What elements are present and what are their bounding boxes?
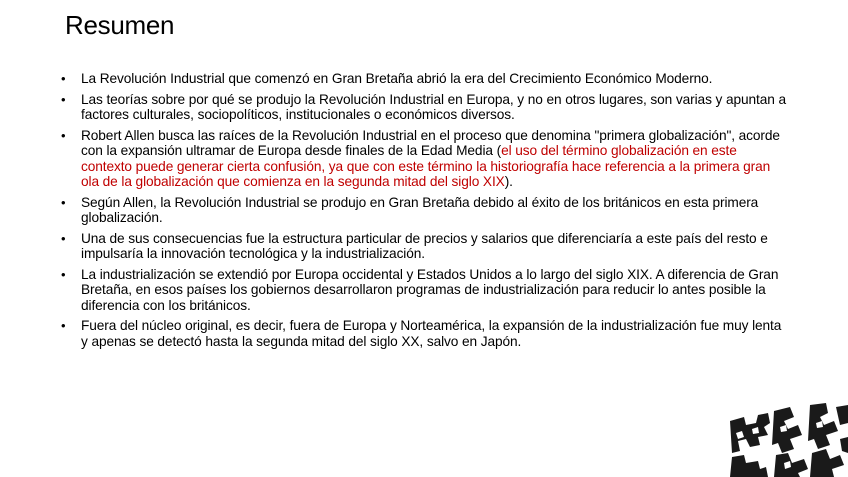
bullet-item-7 <box>60 318 790 349</box>
bullet-item-1 <box>60 71 790 87</box>
bullet-marker: • <box>61 266 66 282</box>
bullet-list <box>60 71 790 354</box>
bullet-item-3 <box>60 128 790 190</box>
bullet-item-2 <box>60 92 790 123</box>
bullet-text: La Revolución Industrial que comenzó en Gran Bretaña abrió la era del Crecimiento Económico Moderno. <box>81 71 713 86</box>
bullet-marker: • <box>61 230 66 246</box>
bullet-text: La industrialización se extendió por Europa occidental y Estados Unidos a lo largo del siglo XIX. A diferencia de Gran Bretaña, en esos países los gobiernos desarrollaron programas de industrialización para reducir lo antes posible la diferencia con los británicos. <box>81 266 779 313</box>
bullet-item-4 <box>60 195 790 226</box>
bullet-marker: • <box>61 71 66 86</box>
bullet-marker: • <box>61 318 66 333</box>
bullet-item-5 <box>60 231 790 262</box>
bullet-text-end: ). <box>504 174 513 189</box>
bullet-text: Robert Allen busca las raíces de la Revolución Industrial en el proceso que denomina "primera globalización", acorde con la expansión ultramar de Europa desde finales de la Edad Media ( <box>81 127 780 158</box>
university-logo-icon <box>728 403 848 477</box>
bullet-text: Las teorías sobre por qué se produjo la Revolución Industrial en Europa, y no en otros lugares, son varias y apuntan a factores culturales, sociopolíticos, institucionales o económicos diversos. <box>81 91 786 122</box>
bullet-marker: • <box>61 127 66 143</box>
bullet-text: Una de sus consecuencias fue la estructura particular de precios y salarios que diferenciaría a este país del resto e impulsaría la innovación tecnológica y la industrialización. <box>81 230 768 261</box>
bullet-text: Fuera del núcleo original, es decir, fuera de Europa y Norteamérica, la expansión de la industrialización fue muy lenta y apenas se detectó hasta la segunda mitad del siglo XX, salvo en Japón. <box>81 318 782 349</box>
bullet-marker: • <box>61 91 66 107</box>
slide-title: Resumen <box>65 10 175 40</box>
bullet-marker: • <box>61 194 66 210</box>
highlighted-note: el uso del término globalización en este contexto puede generar cierta confusión, ya que con este término la historiografía hace referencia a la primera gran ola de la globalización que comienza en la segunda mitad del siglo XIX <box>81 143 771 189</box>
bullet-text: Según Allen, la Revolución Industrial se produjo en Gran Bretaña debido al éxito de los británicos en esta primera globalización. <box>81 194 759 225</box>
bullet-item-6 <box>60 267 790 314</box>
